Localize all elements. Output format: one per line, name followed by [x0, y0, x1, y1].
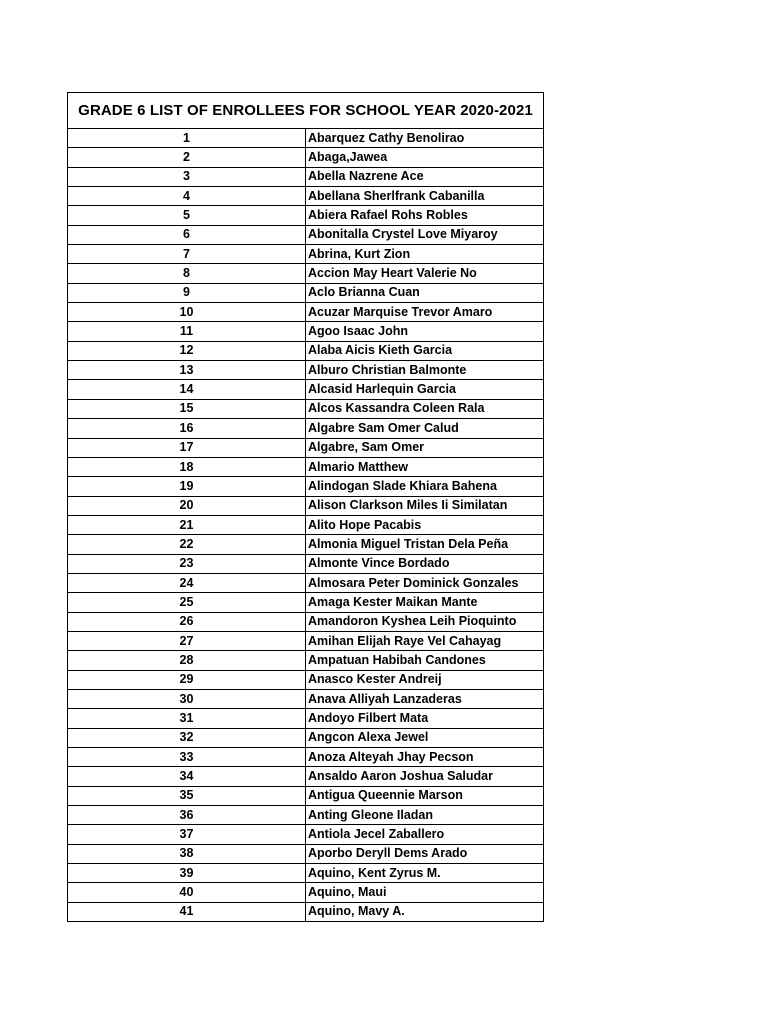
row-number: 1: [68, 129, 306, 148]
row-number: 39: [68, 864, 306, 883]
table-row: [68, 883, 544, 902]
row-number: 28: [68, 651, 306, 670]
enrollee-name: Aquino, Maui: [306, 883, 544, 902]
enrollee-name: Abrina, Kurt Zion: [306, 245, 544, 264]
enrollee-name: Aquino, Mavy A.: [306, 902, 544, 921]
enrollee-name: Almonte Vince Bordado: [306, 554, 544, 573]
table-row: [68, 496, 544, 515]
enrollee-name: Alison Clarkson Miles Ii Similatan: [306, 496, 544, 515]
enrollee-name: Algabre, Sam Omer: [306, 438, 544, 457]
enrollee-name: Ansaldo Aaron Joshua Saludar: [306, 767, 544, 786]
page-title: GRADE 6 LIST OF ENROLLEES FOR SCHOOL YEAR 2020-2021: [68, 93, 544, 129]
table-row: [68, 728, 544, 747]
row-number: 30: [68, 689, 306, 708]
enrollee-name: Alito Hope Pacabis: [306, 515, 544, 534]
table-row: [68, 864, 544, 883]
row-number: 31: [68, 709, 306, 728]
table-row: [68, 361, 544, 380]
row-number: 29: [68, 670, 306, 689]
row-number: 23: [68, 554, 306, 573]
enrollee-name: Amaga Kester Maikan Mante: [306, 593, 544, 612]
enrollee-name: Abiera Rafael Rohs Robles: [306, 206, 544, 225]
row-number: 6: [68, 225, 306, 244]
row-number: 26: [68, 612, 306, 631]
table-row: [68, 264, 544, 283]
table-row: [68, 593, 544, 612]
enrollee-name: Anasco Kester Andreij: [306, 670, 544, 689]
row-number: 2: [68, 148, 306, 167]
enrollee-name: Amandoron Kyshea Leih Pioquinto: [306, 612, 544, 631]
table-row: [68, 844, 544, 863]
row-number: 10: [68, 303, 306, 322]
enrollee-name: Alindogan Slade Khiara Bahena: [306, 477, 544, 496]
table-row: [68, 825, 544, 844]
table-row: [68, 129, 544, 148]
table-row: [68, 515, 544, 534]
row-number: 4: [68, 187, 306, 206]
table-row: [68, 767, 544, 786]
table-row: [68, 554, 544, 573]
table-row: [68, 573, 544, 592]
row-number: 8: [68, 264, 306, 283]
table-row: [68, 612, 544, 631]
enrollee-name: Anava Alliyah Lanzaderas: [306, 689, 544, 708]
enrollee-name: Abaga,Jawea: [306, 148, 544, 167]
table-row: [68, 806, 544, 825]
enrollee-name: Abarquez Cathy Benolirao: [306, 129, 544, 148]
row-number: 11: [68, 322, 306, 341]
table-row: [68, 709, 544, 728]
enrollee-name: Aquino, Kent Zyrus M.: [306, 864, 544, 883]
row-number: 27: [68, 631, 306, 650]
row-number: 18: [68, 457, 306, 476]
table-row: [68, 477, 544, 496]
row-number: 7: [68, 245, 306, 264]
row-number: 34: [68, 767, 306, 786]
table-row: [68, 902, 544, 921]
table-row: [68, 206, 544, 225]
enrollee-name: Antigua Queennie Marson: [306, 786, 544, 805]
enrollee-name: Anoza Alteyah Jhay Pecson: [306, 748, 544, 767]
enrollee-name: Alcos Kassandra Coleen Rala: [306, 399, 544, 418]
table-row: [68, 689, 544, 708]
table-row: [68, 283, 544, 302]
table-row: [68, 187, 544, 206]
enrollee-name: Almario Matthew: [306, 457, 544, 476]
enrollee-name: Antiola Jecel Zaballero: [306, 825, 544, 844]
table-row: [68, 670, 544, 689]
enrollee-name: Angcon Alexa Jewel: [306, 728, 544, 747]
enrollee-name: Accion May Heart Valerie No: [306, 264, 544, 283]
enrollees-table: [67, 92, 544, 922]
row-number: 3: [68, 167, 306, 186]
row-number: 38: [68, 844, 306, 863]
enrollee-name: Algabre Sam Omer Calud: [306, 419, 544, 438]
enrollee-name: Aporbo Deryll Dems Arado: [306, 844, 544, 863]
table-row: [68, 245, 544, 264]
table-row: [68, 167, 544, 186]
row-number: 35: [68, 786, 306, 805]
table-row: [68, 419, 544, 438]
row-number: 41: [68, 902, 306, 921]
table-row: [68, 438, 544, 457]
row-number: 24: [68, 573, 306, 592]
table-row: [68, 148, 544, 167]
row-number: 13: [68, 361, 306, 380]
row-number: 15: [68, 399, 306, 418]
enrollee-name: Andoyo Filbert Mata: [306, 709, 544, 728]
title-row: [68, 93, 544, 129]
enrollee-name: Almosara Peter Dominick Gonzales: [306, 573, 544, 592]
enrollee-name: Alcasid Harlequin Garcia: [306, 380, 544, 399]
row-number: 17: [68, 438, 306, 457]
row-number: 20: [68, 496, 306, 515]
table-row: [68, 786, 544, 805]
enrollee-name: Abellana Sherlfrank Cabanilla: [306, 187, 544, 206]
row-number: 12: [68, 341, 306, 360]
table-row: [68, 225, 544, 244]
row-number: 36: [68, 806, 306, 825]
row-number: 9: [68, 283, 306, 302]
row-number: 22: [68, 535, 306, 554]
table-row: [68, 651, 544, 670]
row-number: 32: [68, 728, 306, 747]
enrollee-name: Amihan Elijah Raye Vel Cahayag: [306, 631, 544, 650]
table-row: [68, 341, 544, 360]
enrollee-name: Alburo Christian Balmonte: [306, 361, 544, 380]
enrollee-name: Aclo Brianna Cuan: [306, 283, 544, 302]
table-row: [68, 303, 544, 322]
enrollee-name: Alaba Aicis Kieth Garcia: [306, 341, 544, 360]
enrollee-name: Agoo Isaac John: [306, 322, 544, 341]
table-row: [68, 748, 544, 767]
table-row: [68, 631, 544, 650]
table-row: [68, 380, 544, 399]
table-row: [68, 399, 544, 418]
table-row: [68, 322, 544, 341]
enrollee-name: Anting Gleone Iladan: [306, 806, 544, 825]
table-row: [68, 457, 544, 476]
table-row: [68, 535, 544, 554]
enrollee-name: Abonitalla Crystel Love Miyaroy: [306, 225, 544, 244]
row-number: 40: [68, 883, 306, 902]
row-number: 21: [68, 515, 306, 534]
row-number: 37: [68, 825, 306, 844]
row-number: 16: [68, 419, 306, 438]
enrollee-name: Abella Nazrene Ace: [306, 167, 544, 186]
row-number: 14: [68, 380, 306, 399]
row-number: 33: [68, 748, 306, 767]
enrollee-name: Acuzar Marquise Trevor Amaro: [306, 303, 544, 322]
enrollee-name: Almonia Miguel Tristan Dela Peña: [306, 535, 544, 554]
row-number: 25: [68, 593, 306, 612]
enrollee-name: Ampatuan Habibah Candones: [306, 651, 544, 670]
row-number: 5: [68, 206, 306, 225]
row-number: 19: [68, 477, 306, 496]
